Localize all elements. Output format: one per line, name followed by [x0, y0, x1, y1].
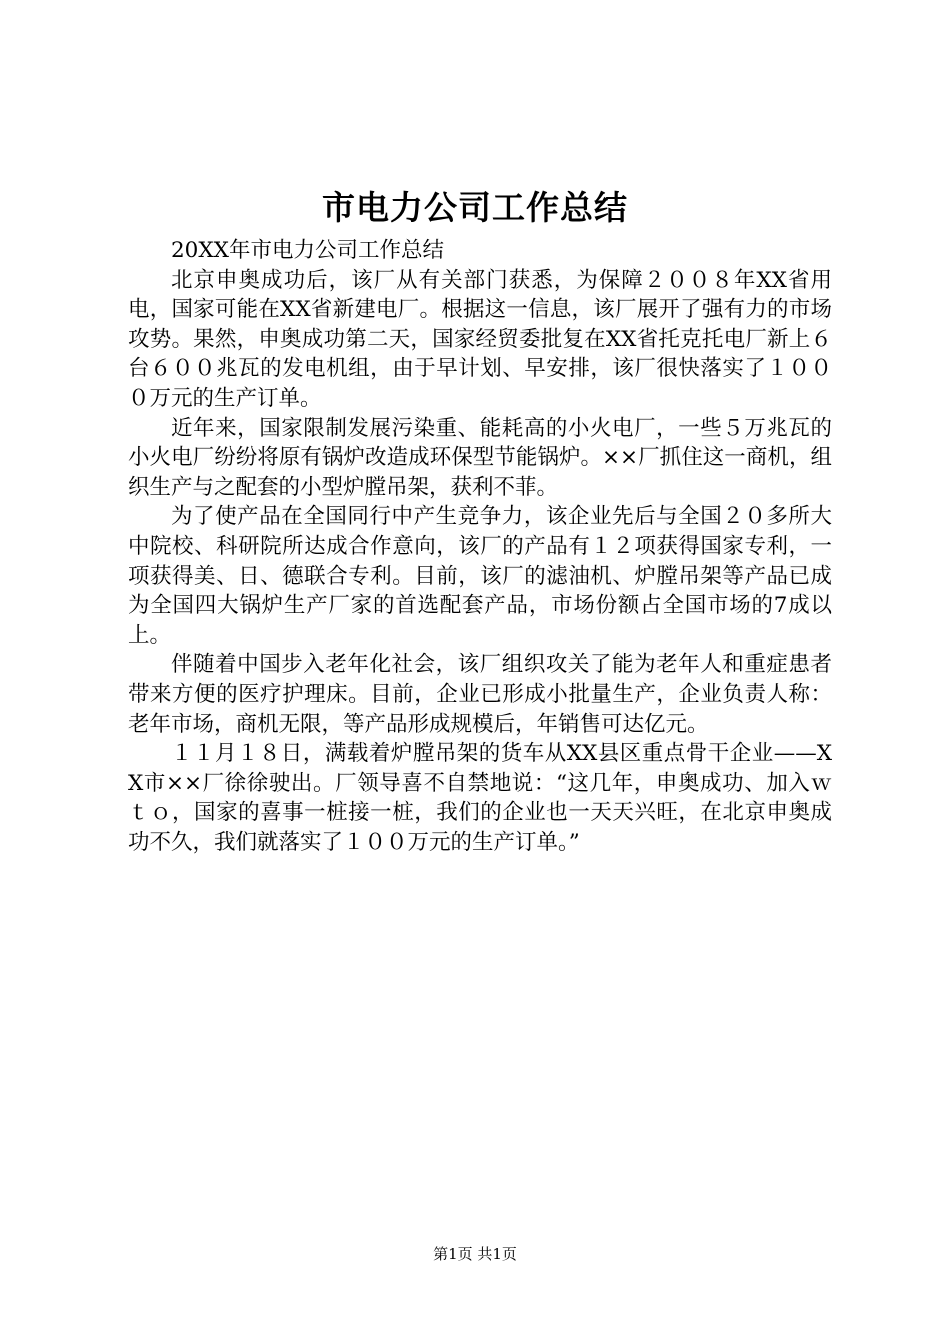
- document-body: [128, 236, 832, 857]
- paragraph-subtitle: 20XX年市电力公司工作总结: [171, 238, 444, 263]
- paragraph-1: 北京申奥成功后，该厂从有关部门获悉，为保障２００８年XX省用电，国家可能在XX省新建电厂。根据这一信息，该厂展开了强有力的市场攻势。果然，申奥成功第二天，国家经贸委批复在XX省托克托电厂新上６台６００兆瓦的发电机组，由于早计划、早安排，该厂很快落实了１０００万元的生产订单。: [128, 267, 832, 411]
- paragraph-2: 近年来，国家限制发展污染重、能耗高的小火电厂，一些５万兆瓦的小火电厂纷纷将原有锅炉改造成环保型节能锅炉。××厂抓住这一商机，组织生产与之配套的小型炉膛吊架，获利不菲。: [128, 415, 832, 500]
- document-title: 市电力公司工作总结: [322, 188, 628, 227]
- paragraph-5: １１月１８日，满载着炉膛吊架的货车从XX县区重点骨干企业——XX市××厂徐徐驶出。厂领导喜不自禁地说：“这几年，申奥成功、加入ｗｔｏ，国家的喜事一桩接一桩，我们的企业也一天天兴旺，在北京申奥成功不久，我们就落实了１００万元的生产订单。”: [128, 741, 832, 855]
- page-footer: 第1页 共1页: [433, 1245, 517, 1263]
- paragraph-3: 为了使产品在全国同行中产生竞争力，该企业先后与全国２０多所大中院校、科研院所达成合作意向，该厂的产品有１２项获得国家专利，一项获得美、日、德联合专利。目前，该厂的滤油机、炉膛吊架等产品已成为全国四大锅炉生产厂家的首选配套产品，市场份额占全国市场的7成以上。: [128, 504, 832, 648]
- paragraph-4: 伴随着中国步入老年化社会，该厂组织攻关了能为老年人和重症患者带来方便的医疗护理床。目前，企业已形成小批量生产，企业负责人称：老年市场，商机无限，等产品形成规模后，年销售可达亿元。: [128, 652, 832, 737]
